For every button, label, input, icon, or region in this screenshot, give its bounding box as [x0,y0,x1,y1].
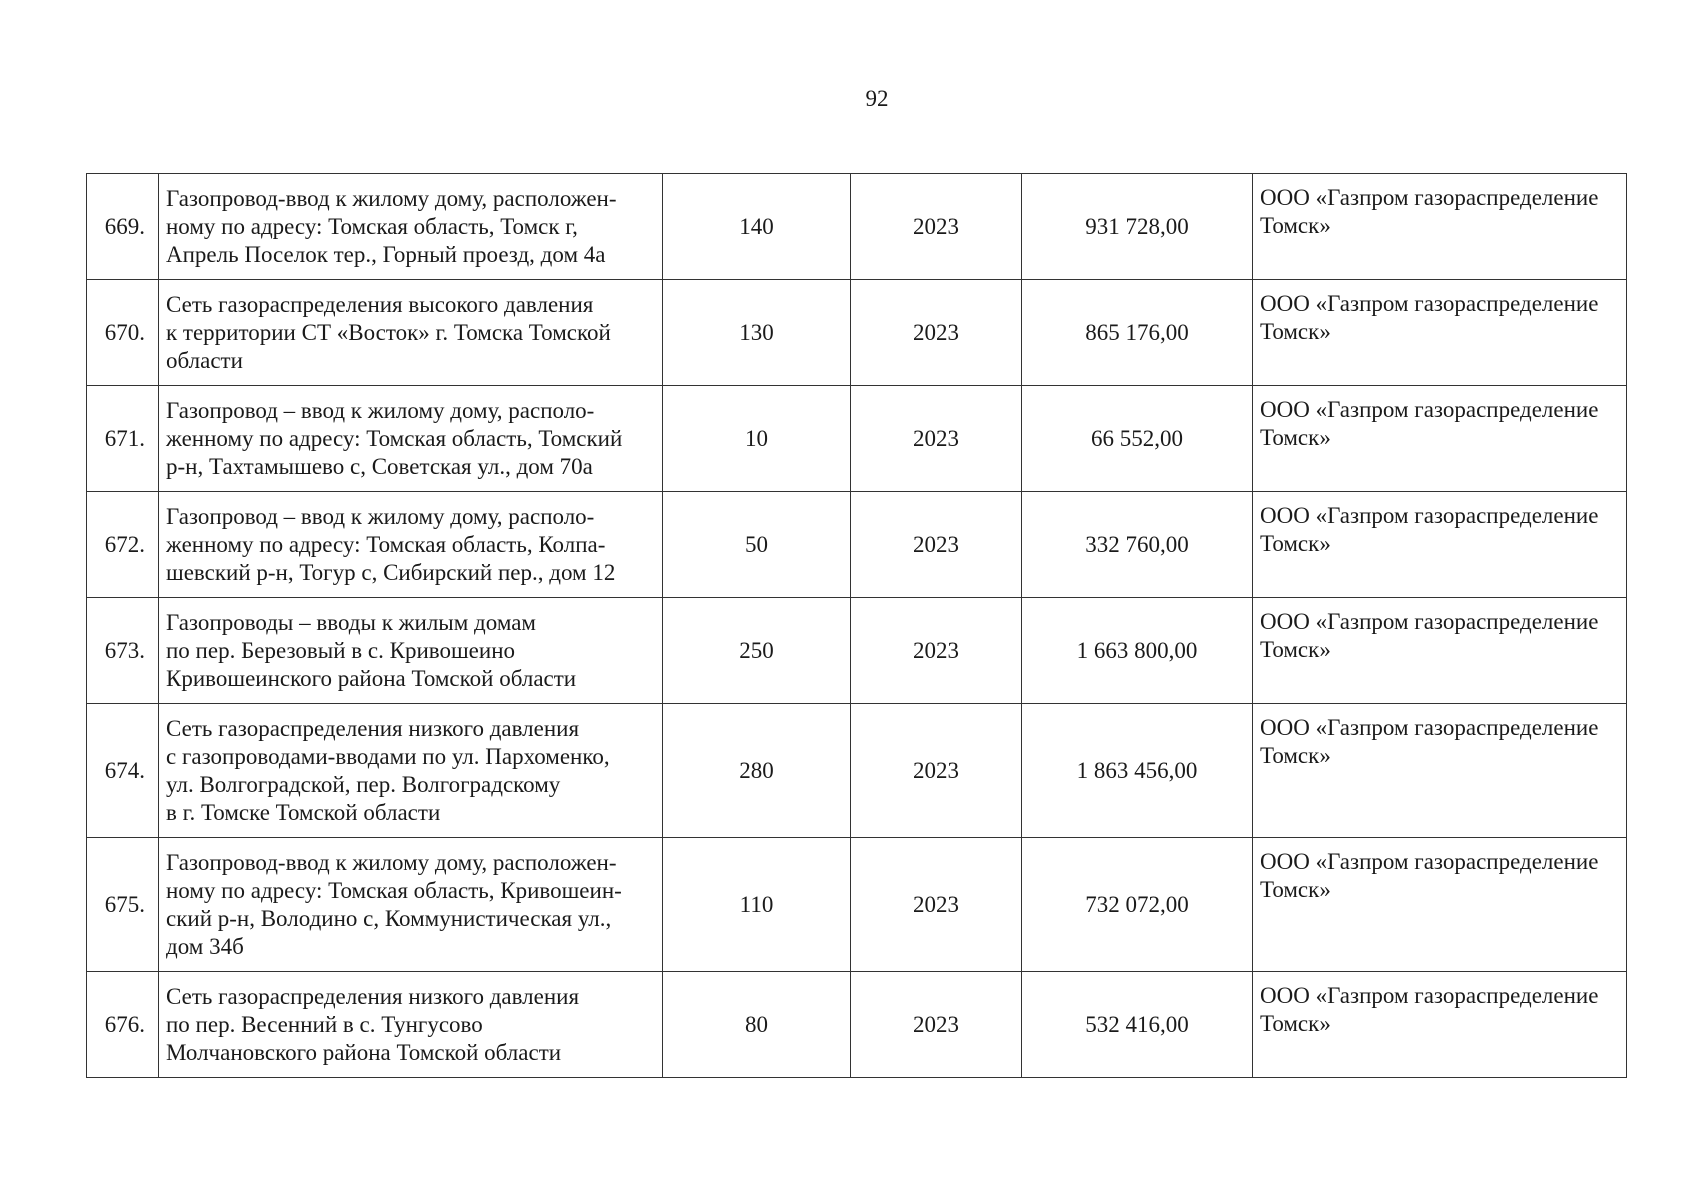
length-value: 10 [663,386,851,492]
table-row [87,492,1627,598]
organization: ООО «Газпром газораспределение Томск» [1253,174,1627,280]
object-name: Сеть газораспределения низкого давления по пер. Весенний в с. Тунгусово Молчановского района Томской области [159,972,663,1078]
cost-value: 332 760,00 [1022,492,1253,598]
row-number: 669. [87,174,159,280]
object-name: Сеть газораспределения низкого давления с газопроводами-вводами по ул. Пархоменко, ул. Волгоградской, пер. Волгоградскому в г. Томске Томской области [159,704,663,838]
length-value: 50 [663,492,851,598]
row-number: 671. [87,386,159,492]
object-name: Газопровод-ввод к жилому дому, расположен- ному по адресу: Томская область, Томск г, Апрель Поселок тер., Горный проезд, дом 4а [159,174,663,280]
objects-table [86,173,1627,1078]
year-value: 2023 [851,704,1022,838]
table-row [87,838,1627,972]
object-name: Сеть газораспределения высокого давления к территории СТ «Восток» г. Томска Томской области [159,280,663,386]
cost-value: 66 552,00 [1022,386,1253,492]
organization: ООО «Газпром газораспределение Томск» [1253,280,1627,386]
organization: ООО «Газпром газораспределение Томск» [1253,704,1627,838]
row-number: 676. [87,972,159,1078]
page-number: 92 [865,86,889,111]
year-value: 2023 [851,280,1022,386]
object-name: Газопровод-ввод к жилому дому, расположен- ному по адресу: Томская область, Кривошеин- ский р-н, Володино с, Коммунистическая ул., дом 34б [159,838,663,972]
organization: ООО «Газпром газораспределение Томск» [1253,972,1627,1078]
table-row [87,174,1627,280]
table-row [87,972,1627,1078]
length-value: 80 [663,972,851,1078]
year-value: 2023 [851,972,1022,1078]
cost-value: 732 072,00 [1022,838,1253,972]
row-number: 674. [87,704,159,838]
year-value: 2023 [851,598,1022,704]
cost-value: 1 663 800,00 [1022,598,1253,704]
cost-value: 931 728,00 [1022,174,1253,280]
length-value: 250 [663,598,851,704]
row-number: 670. [87,280,159,386]
length-value: 280 [663,704,851,838]
object-name: Газопровод – ввод к жилому дому, располо- женному по адресу: Томская область, Колпа- шевский р-н, Тогур с, Сибирский пер., дом 12 [159,492,663,598]
row-number: 673. [87,598,159,704]
table-row [87,704,1627,838]
cost-value: 1 863 456,00 [1022,704,1253,838]
cost-value: 532 416,00 [1022,972,1253,1078]
organization: ООО «Газпром газораспределение Томск» [1253,598,1627,704]
length-value: 130 [663,280,851,386]
organization: ООО «Газпром газораспределение Томск» [1253,838,1627,972]
table-row [87,386,1627,492]
year-value: 2023 [851,386,1022,492]
object-name: Газопровод – ввод к жилому дому, располо- женному по адресу: Томская область, Томский р-н, Тахтамышево с, Советская ул., дом 70а [159,386,663,492]
row-number: 672. [87,492,159,598]
year-value: 2023 [851,174,1022,280]
table-row [87,280,1627,386]
length-value: 110 [663,838,851,972]
row-number: 675. [87,838,159,972]
cost-value: 865 176,00 [1022,280,1253,386]
object-name: Газопроводы – вводы к жилым домам по пер. Березовый в с. Кривошеино Кривошеинского района Томской области [159,598,663,704]
organization: ООО «Газпром газораспределение Томск» [1253,492,1627,598]
length-value: 140 [663,174,851,280]
year-value: 2023 [851,492,1022,598]
organization: ООО «Газпром газораспределение Томск» [1253,386,1627,492]
year-value: 2023 [851,838,1022,972]
table-row [87,598,1627,704]
